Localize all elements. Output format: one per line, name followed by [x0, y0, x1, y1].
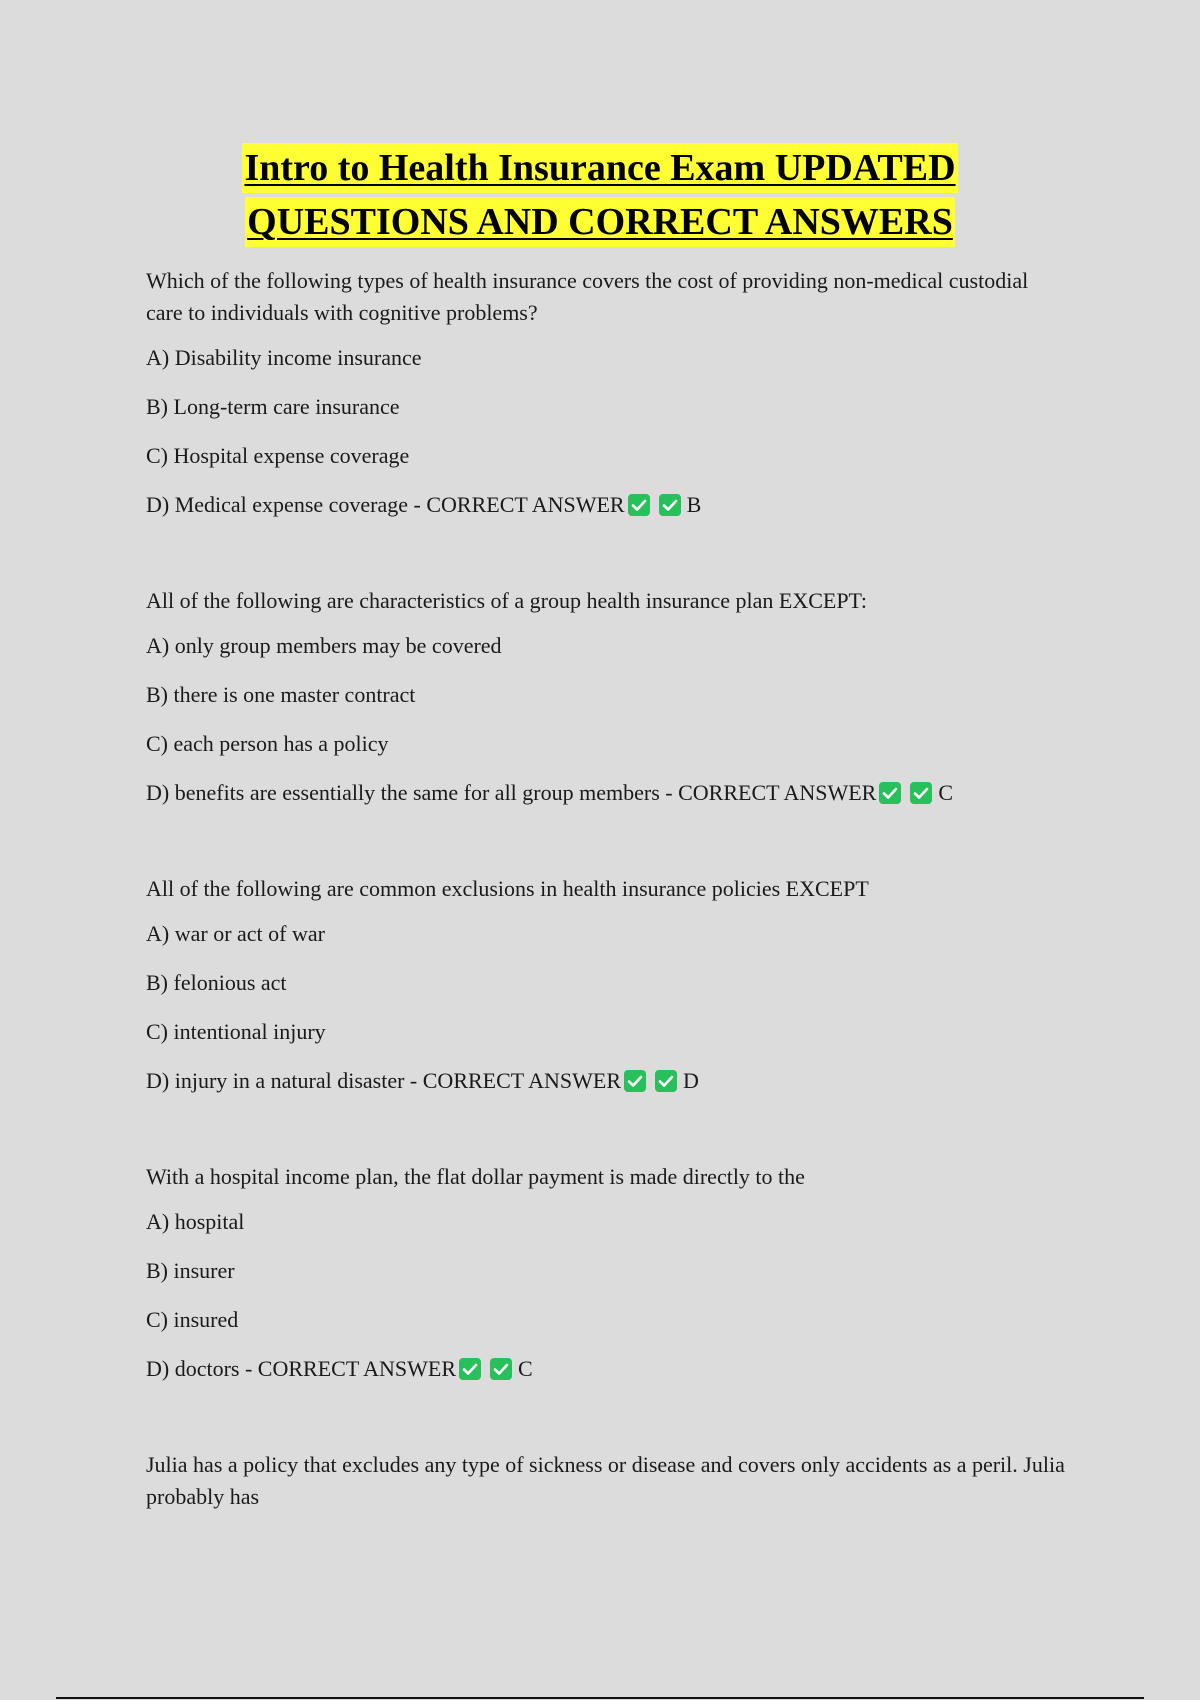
- option-d-with-answer: [146, 489, 701, 521]
- title-line-2: QUESTIONS AND CORRECT ANSWERS: [245, 197, 955, 247]
- answer-letter: C: [938, 780, 954, 805]
- option-a: A) war or act of war: [146, 921, 325, 946]
- option-b: B) insurer: [146, 1258, 235, 1283]
- check-mark-icon: [490, 1358, 512, 1380]
- option-c: C) insured: [146, 1307, 239, 1332]
- option-c: C) Hospital expense coverage: [146, 443, 410, 468]
- question-5: [146, 1449, 1066, 1513]
- answer-letter: B: [686, 492, 702, 517]
- option-d-with-answer: [146, 777, 953, 809]
- check-mark-icon: [659, 494, 681, 516]
- option-b: B) Long-term care insurance: [146, 394, 400, 419]
- check-mark-icon: [879, 782, 901, 804]
- question-text: All of the following are characteristics of a group health insurance plan EXCEPT:: [146, 588, 868, 613]
- check-mark-icon: [459, 1358, 481, 1380]
- check-mark-icon: [624, 1070, 646, 1092]
- check-mark-icon: [628, 494, 650, 516]
- question-4: [146, 1161, 1066, 1385]
- option-b: B) there is one master contract: [146, 682, 416, 707]
- title-line-1: Intro to Health Insurance Exam UPDATED: [242, 143, 957, 193]
- option-a: A) Disability income insurance: [146, 345, 422, 370]
- option-d-with-answer: [146, 1353, 533, 1385]
- option-d-with-answer: [146, 1065, 699, 1097]
- option-d: D) Medical expense coverage - CORRECT ANSWER: [146, 492, 625, 517]
- question-text: Which of the following types of health insurance covers the cost of providing non-medical custodial care to individuals with cognitive problems?: [146, 268, 1029, 325]
- answer-letter: C: [518, 1356, 533, 1381]
- questions-list: [146, 265, 1066, 1526]
- answer-letter: D: [683, 1068, 699, 1093]
- document-title: [0, 143, 1200, 251]
- question-text: With a hospital income plan, the flat dollar payment is made directly to the: [146, 1164, 805, 1189]
- option-d: D) injury in a natural disaster - CORRECT ANSWER: [146, 1068, 621, 1093]
- question-2: [146, 585, 1066, 809]
- question-text: All of the following are common exclusions in health insurance policies EXCEPT: [146, 876, 869, 901]
- question-3: [146, 873, 1066, 1097]
- question-text: Julia has a policy that excludes any type of sickness or disease and covers only accidents as a peril. Julia probably has: [146, 1452, 1065, 1509]
- check-mark-icon: [655, 1070, 677, 1092]
- option-c: C) each person has a policy: [146, 731, 389, 756]
- option-a: A) only group members may be covered: [146, 633, 502, 658]
- option-b: B) felonious act: [146, 970, 287, 995]
- page-bottom-rule: [56, 1697, 1144, 1699]
- option-d: D) benefits are essentially the same for all group members - CORRECT ANSWER: [146, 780, 877, 805]
- question-1: [146, 265, 1066, 521]
- option-c: C) intentional injury: [146, 1019, 326, 1044]
- option-a: A) hospital: [146, 1209, 245, 1234]
- option-d: D) doctors - CORRECT ANSWER: [146, 1356, 457, 1381]
- check-mark-icon: [910, 782, 932, 804]
